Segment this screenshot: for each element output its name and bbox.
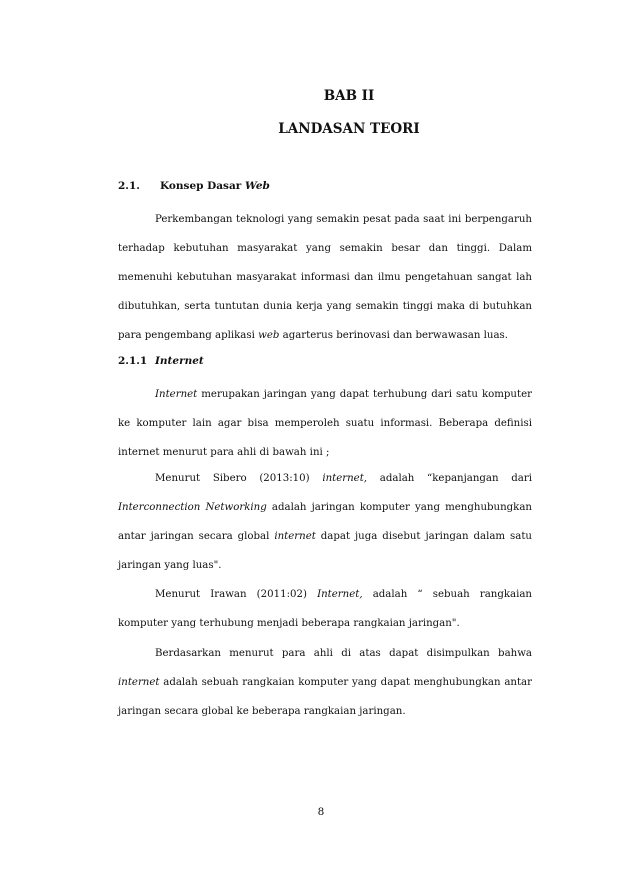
paragraph-italic: Internet, xyxy=(317,589,363,600)
page-number: 8 xyxy=(317,806,325,818)
paragraph-text: merupakan jaringan yang dapat terhubung dari satu komputer ke komputer lain agar bisa memperoleh suatu informasi. Beberapa definisi internet menurut para ahli di bawah ini ; xyxy=(118,389,532,458)
paragraph-italic: internet, xyxy=(322,473,368,484)
paragraph-sibero-quote xyxy=(118,464,532,580)
section-number: 2.1. xyxy=(118,180,140,192)
paragraph-text: adalah jaringan komputer yang menghubungkan antar jaringan secara global xyxy=(118,502,532,542)
paragraph-italic: internet xyxy=(118,677,160,688)
paragraph-internet-definition xyxy=(118,380,532,467)
paragraph-text: adalah sebuah rangkaian komputer yang dapat menghubungkan antar jaringan secara global ke beberapa rangkaian jaringan. xyxy=(118,677,532,717)
section-title-italic: Internet xyxy=(155,355,204,367)
chapter-title: LANDASAN TEORI xyxy=(278,121,420,137)
paragraph-italic: Interconnection Networking xyxy=(118,502,267,513)
paragraph-konsep-dasar-web xyxy=(118,205,532,350)
paragraph-text: adalah “ sebuah rangkaian komputer yang terhubung menjadi beberapa rangkaian jaringan". xyxy=(118,589,532,629)
paragraph-text: adalah “kepanjangan dari xyxy=(367,473,532,484)
section-heading-2-1 xyxy=(118,180,270,192)
paragraph-text: Perkembangan teknologi yang semakin pesat pada saat ini berpengaruh terhadap kebutuhan masyarakat yang semakin besar dan tinggi. Dalam memenuhi kebutuhan masyarakat informasi dan ilmu pengetahuan sangat lah dibutuhkan, serta tuntutan dunia kerja yang semakin tinggi maka di butuhkan para pengembang aplikasi xyxy=(118,214,532,341)
paragraph-text: Menurut Irawan (2011:02) xyxy=(155,589,318,600)
paragraph-italic: web xyxy=(258,330,280,341)
chapter-number: BAB II xyxy=(323,88,375,104)
paragraph-text: dapat juga disebut jaringan dalam satu jaringan yang luas". xyxy=(118,531,532,571)
paragraph-text: Menurut Sibero (2013:10) xyxy=(155,473,323,484)
paragraph-text: agarterus berinovasi dan berwawasan luas. xyxy=(279,330,508,341)
paragraph-text: Berdasarkan menurut para ahli di atas dapat disimpulkan bahwa xyxy=(155,648,532,659)
section-heading-2-1-1 xyxy=(118,355,204,367)
section-number: 2.1.1 xyxy=(118,355,148,367)
paragraph-conclusion xyxy=(118,639,532,726)
section-title-italic: Web xyxy=(244,180,270,192)
paragraph-italic: internet xyxy=(274,531,316,542)
section-title: Konsep Dasar xyxy=(160,180,245,192)
paragraph-italic: Internet xyxy=(155,389,198,400)
paragraph-irawan-quote xyxy=(118,580,532,638)
